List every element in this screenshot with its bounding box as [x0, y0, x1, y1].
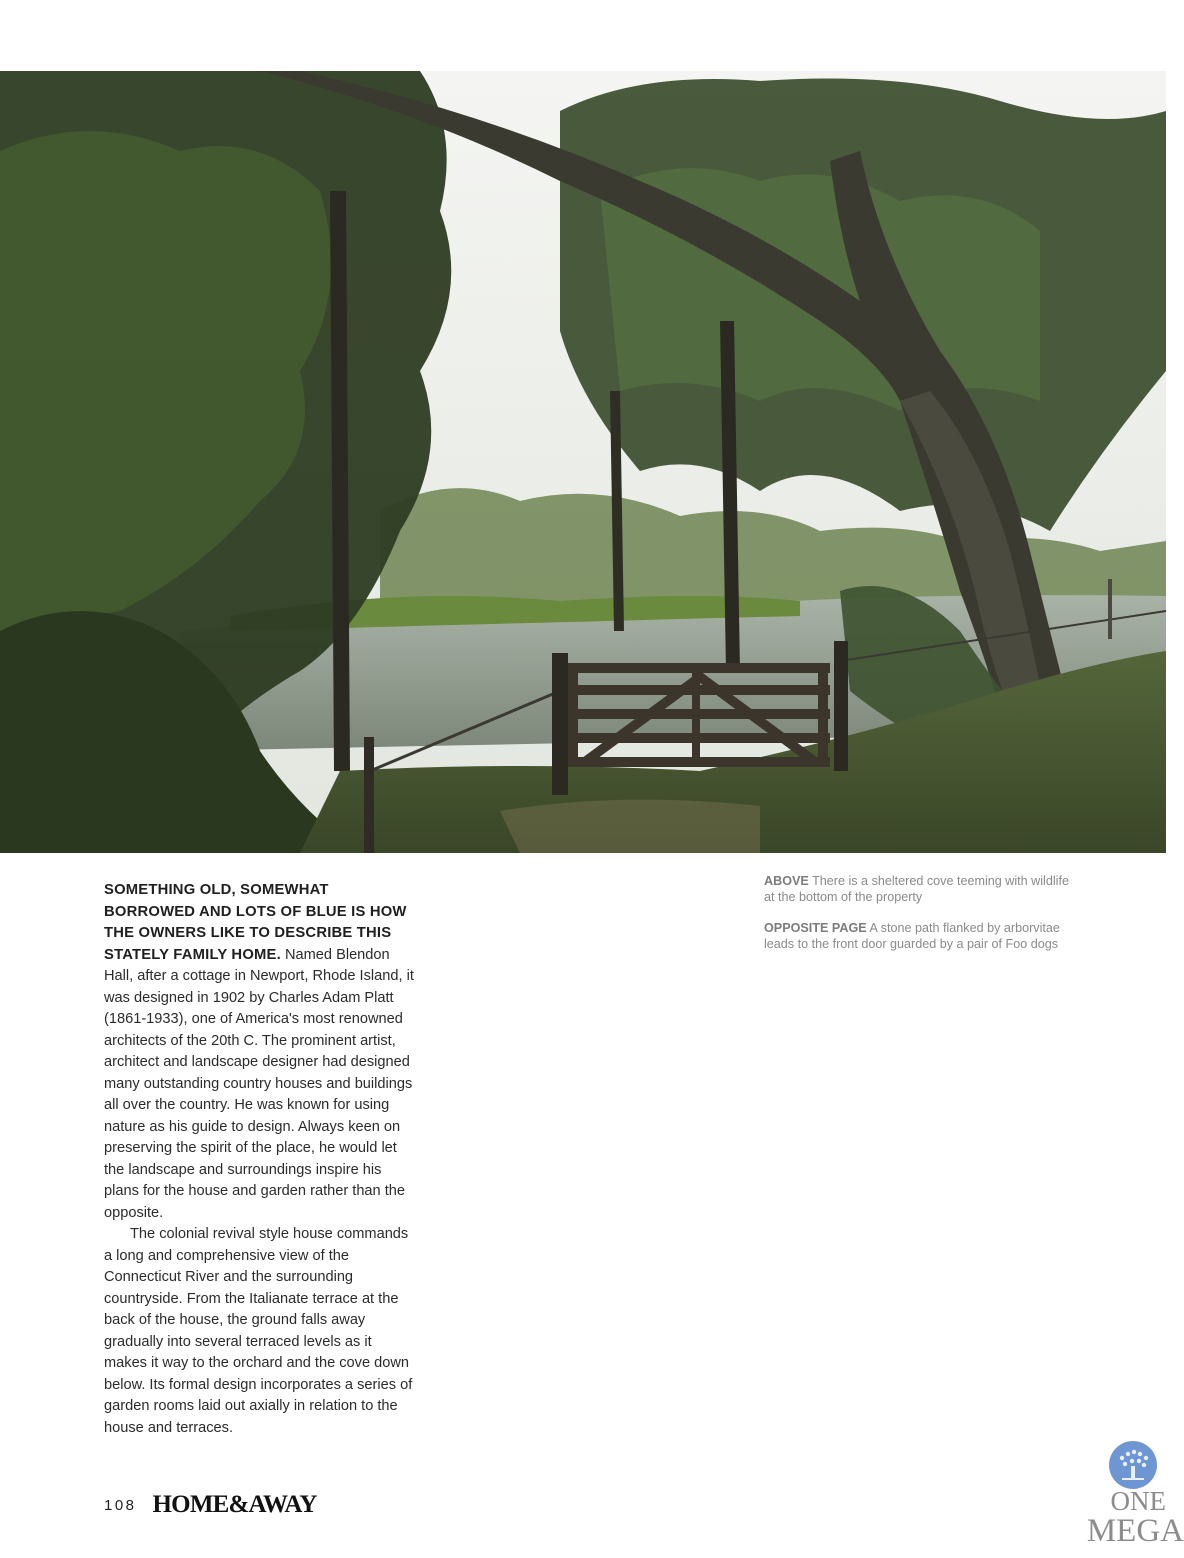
article-paragraph-2: The colonial revival style house commands a long and comprehensive view of the Connecticut River and the surrounding countryside. From the Italianate terrace at the back of the house, the ground falls away gradually into several terraced levels as it makes it way to the orchard and the cove down below. Its formal design incorporates a series of garden rooms laid out axially in relation to the house and terraces.	[104, 1226, 413, 1436]
caption-opposite-text: A stone path flanked by arborvitae leads to the front door guarded by a pair of Foo dogs	[764, 921, 1060, 951]
article-paragraph-1	[104, 880, 416, 1224]
photo-captions	[764, 873, 1082, 967]
caption-opposite-label: OPPOSITE PAGE	[764, 921, 867, 935]
watermark-text	[1086, 1486, 1184, 1549]
river-cove-landscape-photo	[0, 71, 1166, 853]
watermark-line-2: MEGA	[1086, 1513, 1184, 1549]
article-body	[104, 880, 416, 1439]
tree-logo-icon	[1108, 1440, 1158, 1490]
page-footer	[104, 1490, 317, 1520]
watermark-line-1: ONE	[1110, 1486, 1166, 1516]
article-lead: SOMETHING OLD, SOMEWHAT BORROWED AND LOTS OF BLUE IS HOW THE OWNERS LIKE TO DESCRIBE THIS STATELY FAMILY HOME.	[104, 882, 407, 963]
article-paragraph-1-text: Named Blendon Hall, after a cottage in Newport, Rhode Island, it was designed in 1902 by Charles Adam Platt (1861-1933), one of America's most renowned architects of the 20th C. The prominent artist, architect and landscape designer had designed many outstanding country houses and buildings all over the country. He was known for using nature as his guide to design. Always keen on preserving the spirit of the place, he would let the landscape and surroundings inspire his plans for the house and garden rather than the opposite.	[104, 946, 414, 1221]
caption-above-text: There is a sheltered cove teeming with wildlife at the bottom of the property	[764, 874, 1069, 904]
caption-above	[764, 873, 1082, 905]
caption-opposite	[764, 920, 1082, 952]
page-number: 108	[104, 1496, 137, 1514]
caption-above-label: ABOVE	[764, 874, 809, 888]
magazine-logo: HOME&AWAY	[152, 1491, 317, 1518]
watermark	[1074, 1438, 1184, 1558]
